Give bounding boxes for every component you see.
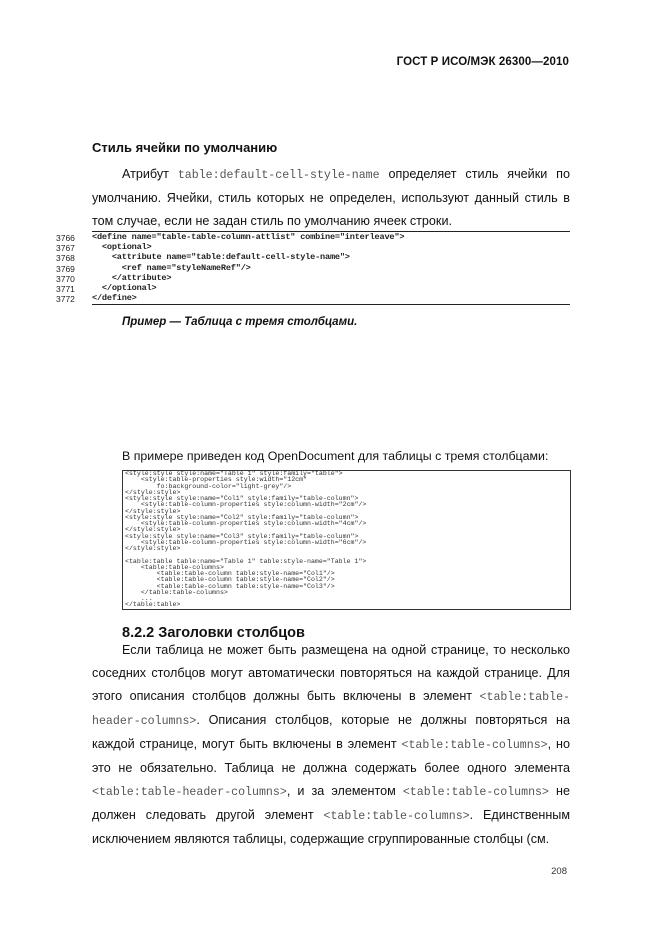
p2-text-c: , но это не обязательно. Таблица не должна содержать более одного элемента [92, 737, 570, 775]
p2-code-2: <table:table-columns> [401, 739, 548, 752]
p2-text-b: . Описания столбцов, которые не должны повторяться на каждой странице, могут быть включены в элемент [92, 713, 570, 751]
example-code-line: <table:table-columns> [125, 563, 224, 571]
p2-text-d: , и за элементом [286, 784, 403, 798]
p2-code-4: <table:table-columns> [402, 786, 549, 799]
example-code-line: ... [125, 595, 153, 602]
example-code-line: <table:table-column table:style-name="Col3"/> [125, 582, 335, 590]
listing-line-number: 3767 [56, 243, 75, 254]
example-code-line: <style:style style:name="Col1" style:family="table-column"> [125, 495, 359, 502]
example-code-line: </table:table-columns> [125, 588, 228, 596]
example-code-line: </table:table> [125, 601, 181, 609]
example-code-line: <table:table-column table:style-name="Col2"/> [125, 576, 335, 584]
listing-line-number: 3772 [56, 294, 75, 305]
page-number: 208 [551, 866, 567, 877]
p2-text-e: не должен следовать другой элемент [92, 784, 570, 822]
paragraph-column-headers [92, 639, 570, 851]
listing-line-number: 3769 [56, 263, 75, 274]
listing-code-line: <attribute name="table:default-cell-style-name"> [92, 252, 350, 263]
para1-after: определяет стиль ячейки по умолчанию. Ячейки, стиль которых не определен, используют данный стиль в том случае, если не задан стиль по умолчанию ячеек строки. [92, 167, 570, 228]
listing-line-number: 3766 [56, 233, 75, 243]
listing-line-number: 3771 [56, 284, 75, 294]
listing-line-number: 3770 [56, 273, 75, 284]
example-code-line: </style:style> [125, 488, 181, 496]
example-code-line: fo:background-color="light-grey"/> [125, 482, 292, 490]
example-code-line: <table:table-column table:style-name="Col1"/> [125, 570, 335, 577]
subsection-title: 8.2.2 Заголовки столбцов [122, 625, 305, 641]
example-code-line: <style:style style:name="Col2" style:family="table-column"> [125, 513, 359, 521]
listing-bottom-rule [92, 304, 570, 305]
example-code-line: <table:table table:name="Table 1" table:style-name="Table 1"> [125, 557, 367, 565]
p2-code-5: <table:table-columns> [323, 810, 470, 823]
paragraph-default-cell-style [92, 163, 570, 233]
example-code-line: <style:table-properties style:width="12cm" [125, 476, 308, 484]
example-code-line: <style:table-column-properties style:column-width="6cm"/> [125, 538, 367, 546]
p2-code-3: <table:table-header-columns> [92, 786, 287, 799]
listing-line-number: 3768 [56, 253, 75, 264]
listing-code-line: <ref name="styleNameRef"/> [92, 262, 251, 273]
example-code-line: <style:table-column-properties style:column-width="2cm"/> [125, 501, 367, 509]
example-code-line: </style:style> [125, 545, 181, 552]
listing-code-line: <define name="table-table-column-attlist" combine="interleave"> [92, 232, 405, 242]
listing-code-line: </attribute> [92, 272, 172, 283]
attribute-code: table:default-cell-style-name [177, 169, 380, 182]
example-code-line: <style:style style:name="Col3" style:family="table-column"> [125, 532, 359, 540]
listing-code-line: <optional> [92, 242, 152, 253]
p2-text-a: Если таблица не может быть размещена на одной странице, то несколько соседних столбцов могут автоматически повторяться на каждой странице. Для этого описания столбцов должны быть включены в элемент [92, 643, 570, 703]
example-code-box [122, 470, 571, 610]
example-code-line: <style:style style:name="Table 1" style:family="table"> [125, 470, 343, 477]
example-intro: В примере приведен код OpenDocument для таблицы с тремя столбцами: [122, 449, 549, 463]
listing-code-line: </define> [92, 293, 137, 304]
p2-text-f: . Единственным исключением являются таблицы, содержащие сгруппированные столбцы (см. [92, 808, 570, 846]
example-code-line: </style:style> [125, 526, 181, 534]
standard-header: ГОСТ Р ИСО/МЭК 26300—2010 [396, 56, 569, 68]
example-code-line: <style:table-column-properties style:column-width="4cm"/> [125, 520, 367, 527]
example-code-line: </style:style> [125, 507, 181, 515]
section-title: Стиль ячейки по умолчанию [92, 140, 278, 155]
example-title: Пример — Таблица с тремя столбцами. [122, 316, 358, 328]
listing-code-line: </optional> [92, 283, 157, 293]
p2-code-1: <table:table-header-columns> [92, 691, 570, 728]
para1-before: Атрибут [122, 167, 178, 181]
